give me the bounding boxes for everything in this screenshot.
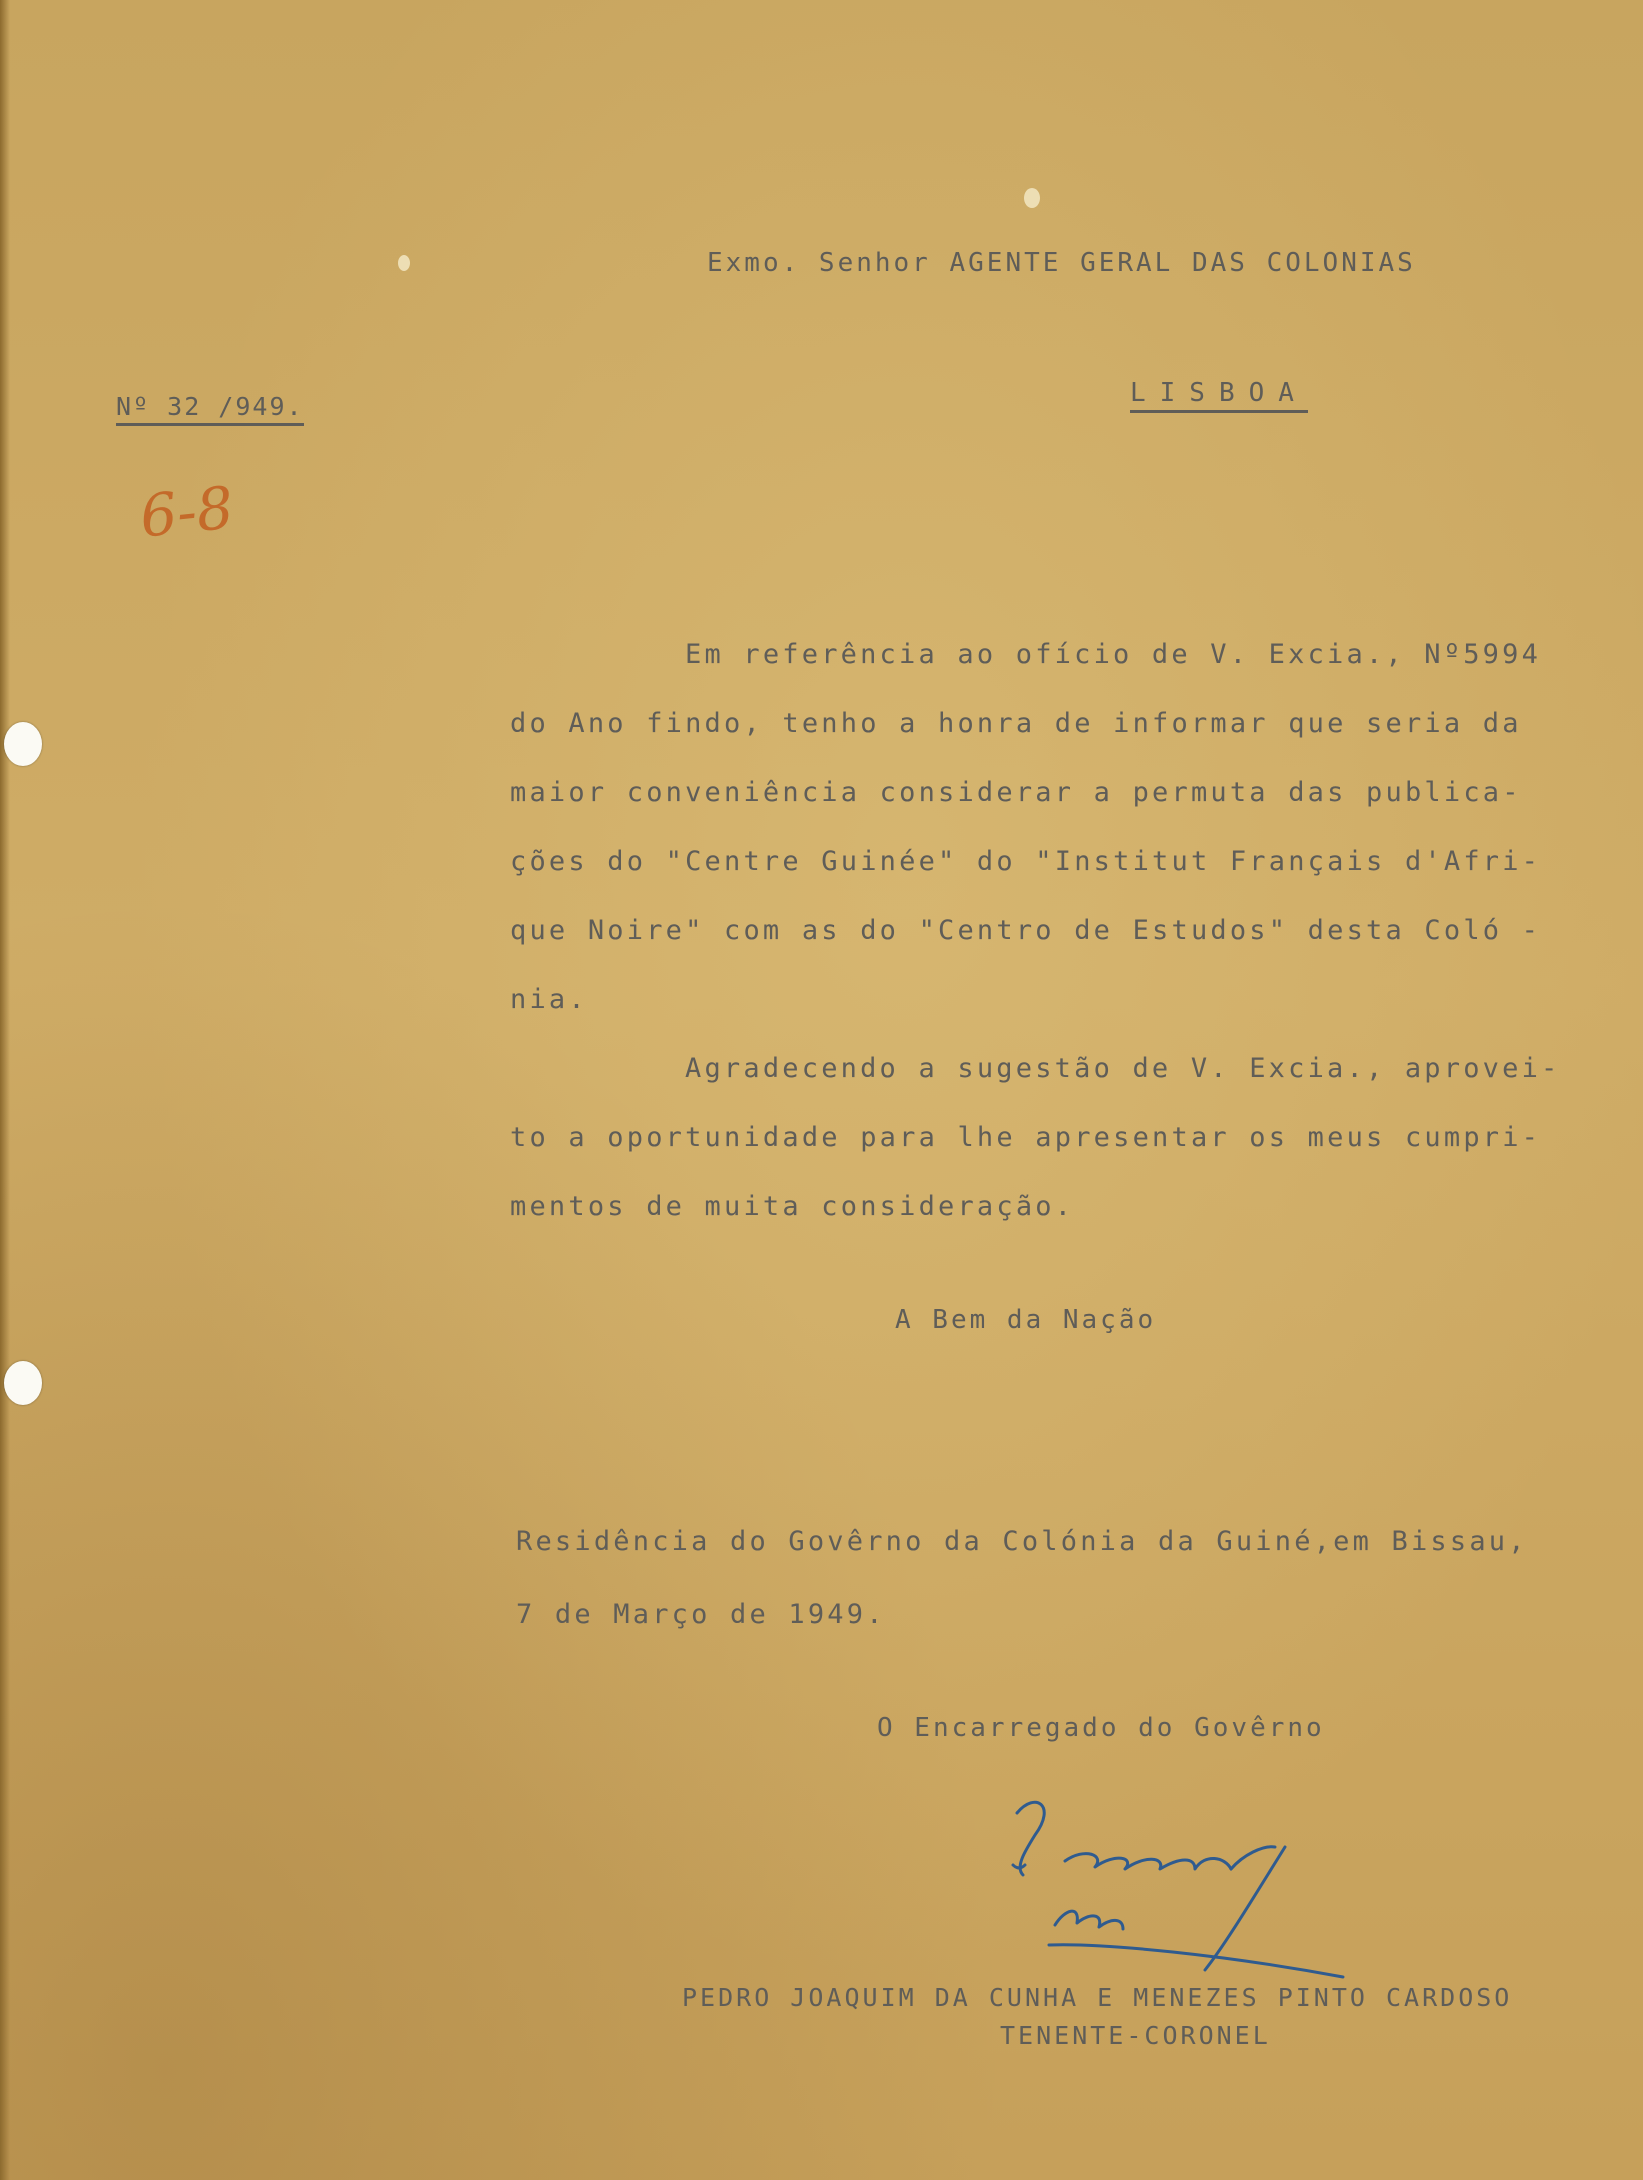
closing-salutation: A Bem da Nação bbox=[895, 1305, 1157, 1335]
signatory-name: PEDRO JOAQUIM DA CUNHA E MENEZES PINTO CARDOSO bbox=[682, 1983, 1513, 2012]
body-line: ções do "Centre Guinée" do "Institut Français d'Afri- bbox=[510, 846, 1542, 877]
punch-hole-bottom bbox=[4, 1361, 42, 1405]
handwritten-signature bbox=[995, 1795, 1350, 1995]
date-line: 7 de Março de 1949. bbox=[516, 1599, 886, 1630]
punch-hole-top bbox=[4, 722, 42, 766]
body-line: mentos de muita consideração. bbox=[510, 1191, 1075, 1222]
body-line: maior conveniência considerar a permuta das publica- bbox=[510, 777, 1522, 808]
body-line: que Noire" com as do "Centro de Estudos" desta Coló - bbox=[510, 915, 1542, 946]
addressee-city: LISBOA bbox=[1130, 378, 1308, 413]
body-line: to a oportunidade para lhe apresentar os meus cumpri- bbox=[510, 1122, 1542, 1153]
signatory-rank: TENENTE-CORONEL bbox=[1000, 2021, 1271, 2050]
body-line: nia. bbox=[510, 984, 588, 1015]
body-line: Agradecendo a sugestão de V. Excia., aprovei- bbox=[685, 1053, 1561, 1084]
body-line: do Ano findo, tenho a honra de informar que seria da bbox=[510, 708, 1522, 739]
reference-number: Nº 32 /949. bbox=[116, 392, 304, 426]
page-left-edge bbox=[0, 0, 10, 2180]
place-and-date bbox=[516, 1505, 1528, 1651]
paper-spot bbox=[1024, 188, 1040, 208]
addressee-line: Exmo. Senhor AGENTE GERAL DAS COLONIAS bbox=[707, 248, 1416, 278]
body-line: Em referência ao ofício de V. Excia., Nº5994 bbox=[685, 639, 1542, 670]
handwritten-annotation: 6-8 bbox=[136, 473, 237, 551]
place-line: Residência do Govêrno da Colónia da Guiné,em Bissau, bbox=[516, 1526, 1528, 1557]
signatory-role: O Encarregado do Govêrno bbox=[877, 1713, 1325, 1743]
letter-body bbox=[510, 620, 1560, 1241]
paper-spot bbox=[398, 255, 410, 271]
